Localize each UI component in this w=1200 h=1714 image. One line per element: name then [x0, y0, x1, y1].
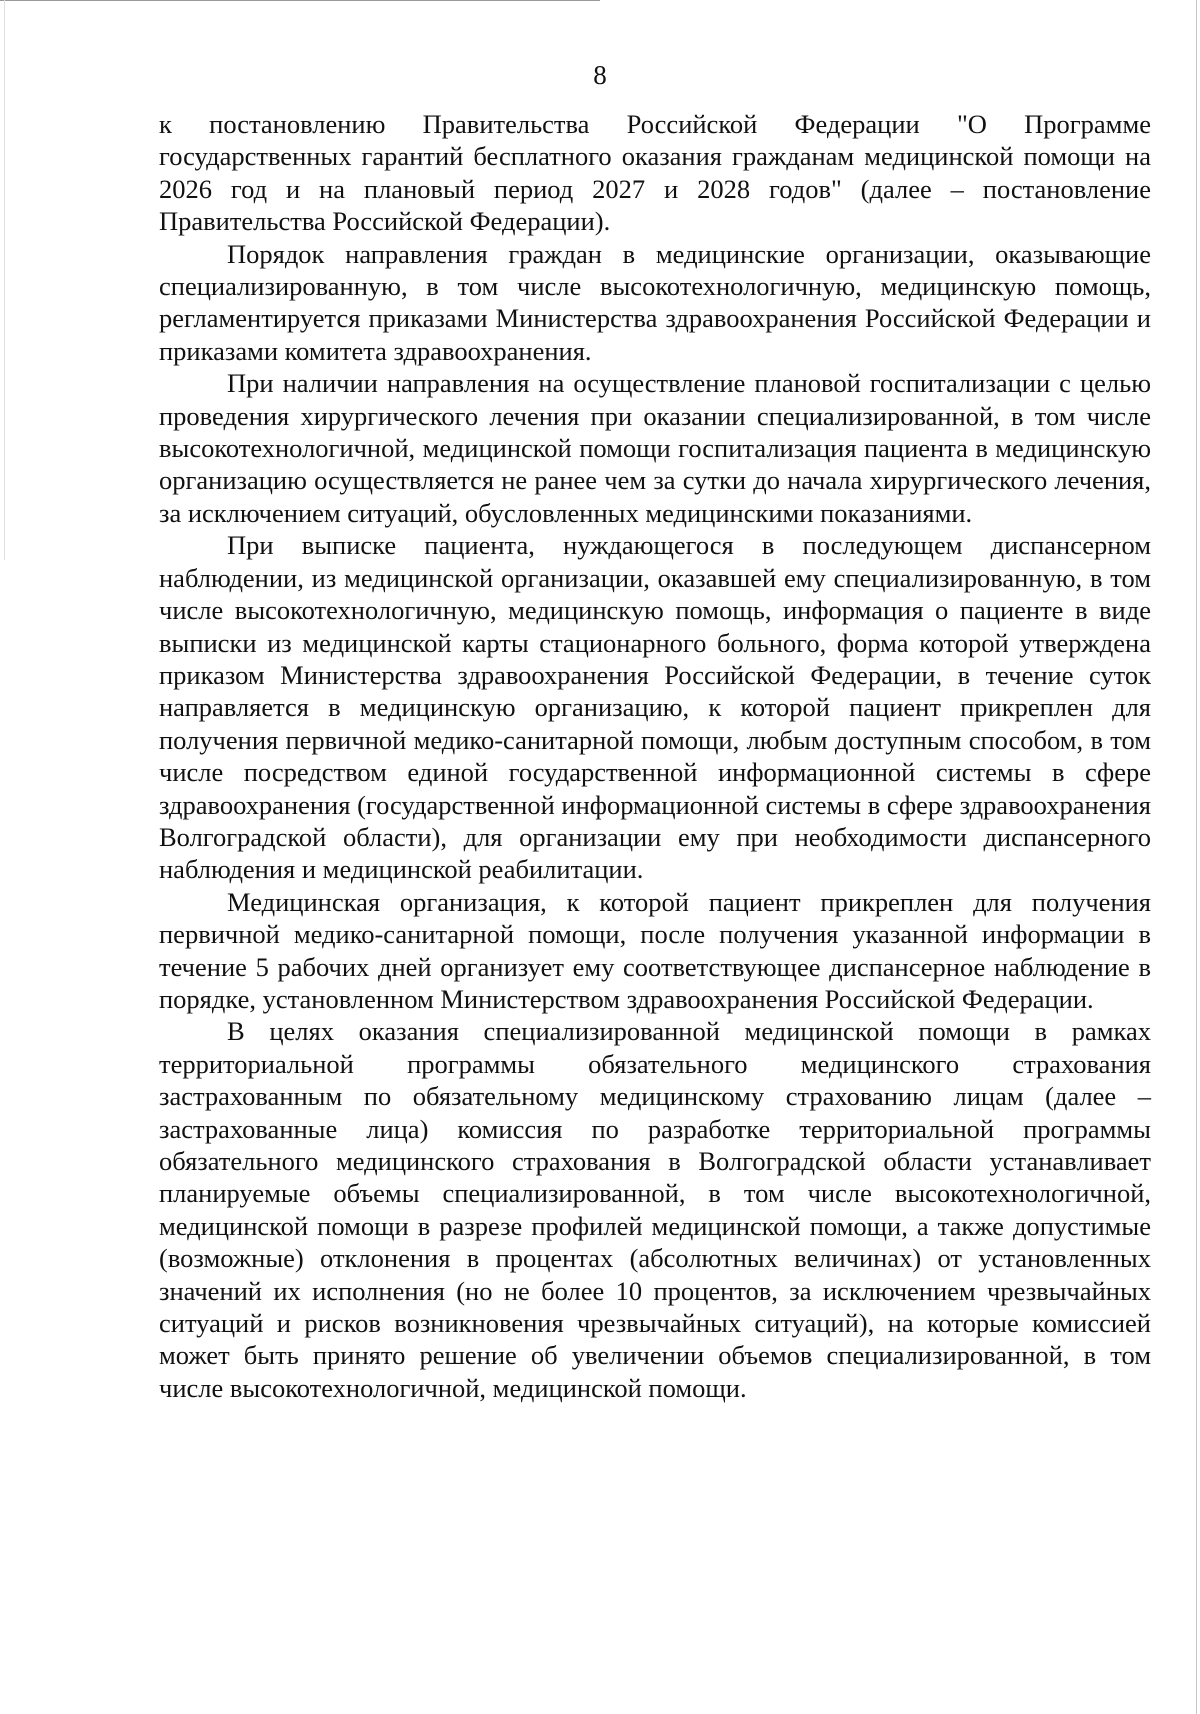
paragraph-continuation: к постановлению Правительства Российской Федерации "О Программе государственных гарантий бесплатного оказания гражданам медицинской помощи на 2026 год и на плановый период 2027 и 2028 годов" (далее – постановление Правительства Российской Федерации).	[159, 109, 1151, 237]
paragraph-planned-hospitalization: При наличии направления на осуществление плановой госпитализации с целью проведения хирургического лечения при оказании специализированной, в том числе высокотехнологичной, медицинской помощи госпитализация пациента в медицинскую организацию осуществляется не ранее чем за сутки до начала хирургического лечения, за исключением ситуаций, обусловленных медицинскими показаниями.	[159, 368, 1151, 528]
paragraph-dispensary-observation: Медицинская организация, к которой пациент прикреплен для получения первичной медико-санитарной помощи, после получения указанной информации в течение 5 рабочих дней организует ему соответствующее диспансерное наблюдение в порядке, установленном Министерством здравоохранения Российской Федерации.	[159, 886, 1151, 1014]
paragraph-referral-procedure: Порядок направления граждан в медицинские организации, оказывающие специализированную, в том числе высокотехнологичную, медицинскую помощь, регламентируется приказами Министерства здравоохранения Российской Федерации и приказами комитета здравоохранения.	[159, 238, 1151, 366]
paragraph-patient-discharge: При выписке пациента, нуждающегося в последующем диспансерном наблюдении, из медицинской организации, оказавшей ему специализированную, в том числе высокотехнологичную, медицинскую помощь, информация о пациенте в виде выписки из медицинской карты стационарного больного, форма которой утверждена приказом Министерства здравоохранения Российской Федерации, в течение суток направляется в медицинскую организацию, к которой пациент прикреплен для получения первичной медико-санитарной помощи, любым доступным способом, в том числе посредством единой государственной информационной системы в сфере здравоохранения (государственной информационной системы в сфере здравоохранения Волгоградской области), для организации ему при необходимости диспансерного наблюдения и медицинской реабилитации.	[159, 530, 1151, 885]
scan-edge-right	[1196, 0, 1197, 1714]
page-number: 8	[593, 60, 607, 90]
paragraph-planned-volumes: В целях оказания специализированной медицинской помощи в рамках территориальной программы обязательного медицинского страхования застрахованным по обязательному медицинскому страхованию лицам (далее – застрахованные лица) комиссия по разработке территориальной программы обязательного медицинского страхования в Волгоградской области устанавливает планируемые объемы специализированной, в том числе высокотехнологичной, медицинской помощи в разрезе профилей медицинской помощи, а также допустимые (возможные) отклонения в процентах (абсолютных величинах) от установленных значений их исполнения (но не более 10 процентов, за исключением чрезвычайных ситуаций и рисков возникновения чрезвычайных ситуаций), на которые комиссией может быть принято решение об увеличении объемов специализированной, в том числе высокотехнологичной, медицинской помощи.	[159, 1016, 1151, 1403]
document-body	[159, 108, 1151, 1404]
scan-edge-top	[0, 0, 600, 1]
